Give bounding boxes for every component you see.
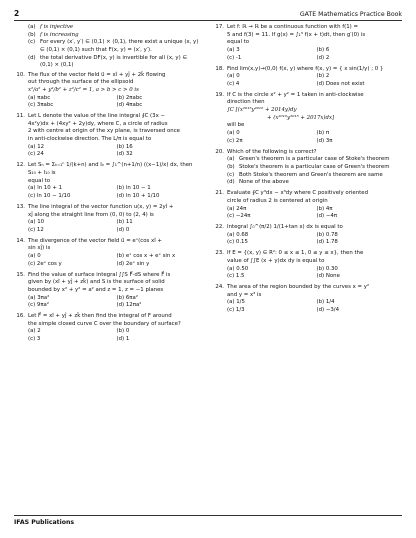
option-c: (c) ln 10 − 1/10 (28, 192, 71, 199)
option-c: (c) 4 (227, 80, 240, 87)
question-number: 13. (16, 203, 25, 210)
question-text: out through the surface of the ellipsoid (28, 79, 134, 86)
question-text: sin xĵ) is (28, 245, 51, 252)
option-a: (a) ln 10 + 1 (28, 185, 63, 192)
question-text: given by (xî + yĵ + zk̂) and S is the surface of solid (28, 279, 165, 286)
question-text: Let Sₙ = Σₖ₌₁ⁿ 1/(k+n) and Iₙ = ∫₁^(n+1/n) ((x−1)/x) dx, then S₁₀ + I₁₀ is (28, 162, 193, 176)
option-c: (c) 12 (28, 226, 44, 233)
question-number: 18. (215, 65, 224, 72)
question-9-continued (14, 24, 201, 70)
option-c: (c) 3 (28, 336, 41, 343)
question-text: value of ∫∫E (x + y)dx dy is equal to (227, 257, 325, 264)
option-a: (a) 2 (28, 328, 41, 335)
question-text: If C is the circle x² + y² = 1 taken in anti-clockwise (227, 91, 364, 98)
question-text: Let f: ℝ → ℝ be a continuous function with f(1) = (227, 24, 358, 30)
option-b: (b) 0.30 (316, 265, 338, 272)
question-number: 23. (215, 250, 224, 257)
option-a: (a) 10 (28, 219, 45, 226)
option-a: (a) 12 (28, 143, 45, 150)
option-b: (b) 16 (116, 143, 133, 150)
question-17 (213, 24, 402, 62)
question-text: Find the value of surface integral ∫∫S F⃗·dS where F⃗ is (28, 271, 171, 278)
question-21 (213, 190, 402, 221)
option-d: (d) 2 (316, 54, 330, 61)
option-c: (c) Both Stoke's theorem and Green's theorem are same (227, 171, 383, 178)
question-text: Let F⃗ = xî + yĵ + zk̂ then find the integral of F around (28, 313, 172, 320)
book-title: GATE Mathematics Practice Book (299, 11, 402, 19)
question-10 (14, 72, 201, 110)
question-text: If E = {(x, y) ∈ R²: 0 ≤ x ≤ 1, 0 ≤ y ≤ x}, then the (227, 250, 364, 257)
question-text: will be (227, 122, 245, 129)
option-item: (b) f is increasing (28, 31, 79, 38)
question-24 (213, 284, 402, 315)
option-b: (b) 6πa² (116, 294, 138, 301)
question-text: direction then (227, 99, 265, 106)
question-text: 5 and f(3) = 11. If g(x) = ∫₁³ f(x + t)dt, then g′(0) is (227, 31, 366, 38)
option-c: (c) -1 (227, 54, 242, 61)
option-a: (a) Green's theorem is a particular case of Stoke's theorem (227, 156, 390, 163)
page-number: 2 (14, 9, 20, 19)
option-c: (c) 1.5 (227, 273, 245, 280)
question-22 (213, 224, 402, 247)
question-text: Find lim(x,y)→(0,0) f(x, y) where f(x, y) = { x sin(1/y) ; 0 } (227, 65, 384, 72)
question-text: the simple closed curve C over the boundary of surface? (28, 320, 181, 327)
option-b: (b) 2 (316, 73, 330, 80)
option-b: (b) 0.78 (316, 231, 338, 238)
option-c: (c) 1/3 (227, 307, 245, 314)
option-c: (c) −24π (227, 213, 251, 220)
question-number: 21. (215, 190, 224, 197)
question-23 (213, 250, 402, 281)
option-d: (d) 32 (116, 151, 133, 158)
option-b: (b) 4π (316, 205, 333, 212)
question-text: The area of the region bounded by the curves x = y² (227, 284, 370, 291)
option-d: (d) 0 (116, 226, 130, 233)
option-item: (c) For every (x′, y′) ∈ (0,1) × (0,1), there exist a unique (x, y) ∈ (0,1) × (0,1) such that F(x, y) = (x′, y′). (28, 39, 199, 54)
option-b: (b) π (316, 130, 330, 137)
option-b: (b) 0 (116, 328, 130, 335)
option-c: (c) 9πa² (28, 302, 50, 309)
option-item: (d) the total derivative DF(x, y) is invertible for all (x, y) ∈ (0,1) × (0,1) (28, 54, 188, 69)
question-14 (14, 238, 201, 269)
question-text: and y = x³ is (227, 291, 262, 298)
option-c: (c) 0.15 (227, 239, 248, 246)
question-text: in anti-clockwise direction. The L/π is equal to (28, 136, 152, 143)
left-column (14, 24, 201, 347)
option-c: (c) 3πabc (28, 102, 54, 109)
option-d: (d) None of the above (227, 179, 289, 186)
option-c: (c) 2π (227, 137, 243, 144)
question-15 (14, 272, 201, 310)
option-a: (a) 24π (227, 205, 247, 212)
question-number: 11. (16, 113, 25, 120)
question-number: 20. (215, 148, 224, 155)
option-b: (b) 11 (116, 219, 133, 226)
question-text: bounded by x² + y² = a² and z = 1, z = −1 planes (28, 286, 164, 293)
option-d: (d) 12πa² (116, 302, 142, 309)
question-number: 22. (215, 224, 224, 231)
question-text: Integral ∫₀^(π/2) 1/(1+tan x) dx is equal to (227, 224, 343, 231)
question-text: The flux of the vector field u⃗ = xî + yĵ + 2k̂ flowing (28, 71, 166, 78)
option-a: (a) 0 (227, 130, 240, 137)
option-d: (d) ln 10 + 1/10 (116, 192, 160, 199)
option-a: (a) 0 (227, 73, 240, 80)
option-d: (d) 1.78 (316, 239, 338, 246)
option-d: (d) −3/4 (316, 307, 340, 314)
option-d: (d) −4π (316, 213, 338, 220)
question-number: 19. (215, 91, 224, 98)
option-a: (a) πabc (28, 94, 51, 101)
option-d: (d) None (316, 273, 340, 280)
question-number: 10. (16, 71, 25, 78)
question-number: 14. (16, 237, 25, 244)
option-b: (b) eˣ cos x + eˣ sin x (116, 253, 176, 260)
publisher-name: IFAS Publications (14, 519, 75, 526)
page-footer (14, 515, 402, 528)
option-b: (b) ln 10 − 1 (116, 185, 151, 192)
right-column (213, 24, 402, 318)
question-20 (213, 149, 402, 187)
option-a: (a) 3πa² (28, 294, 50, 301)
option-c: (c) 2eˣ cos y (28, 260, 62, 267)
integral-expression: ∫C [(x²⁰¹⁵y²⁰¹⁶ + 2014y)dy (227, 107, 297, 114)
question-number: 16. (16, 313, 25, 320)
option-d: (d) 4πabc (116, 102, 143, 109)
option-b: (b) 6 (316, 47, 330, 54)
question-13 (14, 204, 201, 235)
question-12 (14, 162, 201, 200)
option-c: (c) 24 (28, 151, 44, 158)
question-11 (14, 113, 201, 159)
option-d: (d) 1 (116, 336, 130, 343)
question-text: circle of radius 2 is centered at origin (227, 197, 328, 204)
question-number: 12. (16, 162, 25, 169)
option-item: (a) f is injective (28, 24, 74, 30)
question-number: 24. (215, 284, 224, 291)
question-text: 4x²y)dx + (4xy² + 2y)dy, where C, a circle of radius (28, 120, 168, 127)
question-text: Evaluate ∮C y³dx − x³dy where C positively oriented (227, 190, 369, 197)
option-a: (a) 1/5 (227, 299, 245, 306)
question-18 (213, 66, 402, 89)
question-text: equal to (227, 39, 250, 46)
option-b: (b) 1/4 (316, 299, 335, 306)
question-text: Which of the following is correct? (227, 148, 317, 155)
option-b: (b) 2πabc (116, 94, 143, 101)
option-a: (a) 0 (28, 253, 41, 260)
question-16 (14, 313, 201, 344)
page-header (14, 9, 402, 21)
option-d: (d) 2eˣ sin y (116, 260, 150, 267)
question-text: The divergence of the vector field u⃗ = eˣ(cos xî + (28, 237, 162, 244)
option-a: (a) 0.68 (227, 231, 249, 238)
question-text: 2 with centre at origin of the xy plane, is traversed once (28, 128, 181, 135)
integral-expression: + (x²⁰¹⁶y²⁰¹⁵ + 2017x)dx] (267, 114, 335, 121)
question-text: xĵ along the straight line from (0, 0) to (2, 4) is (28, 211, 154, 218)
question-text: equal to (28, 177, 51, 184)
question-text: Let L denote the value of the line integral ∮C (3x − (28, 113, 166, 120)
option-b: (b) Stoke's theorem is a particular case of Green's theorem (227, 163, 390, 170)
question-19 (213, 92, 402, 146)
question-number: 17. (215, 24, 224, 30)
option-d: (d) Does not exist (316, 80, 365, 87)
question-number: 15. (16, 271, 25, 278)
question-text: The line integral of the vector function u(x, y) = 2yî + (28, 203, 174, 210)
option-a: (a) 3 (227, 47, 240, 54)
question-text: x²/a² + y²/b² + z²/c² = 1, a > b > c > 0 is (28, 86, 139, 93)
option-d: (d) 3π (316, 137, 333, 144)
option-a: (a) 0.50 (227, 265, 249, 272)
